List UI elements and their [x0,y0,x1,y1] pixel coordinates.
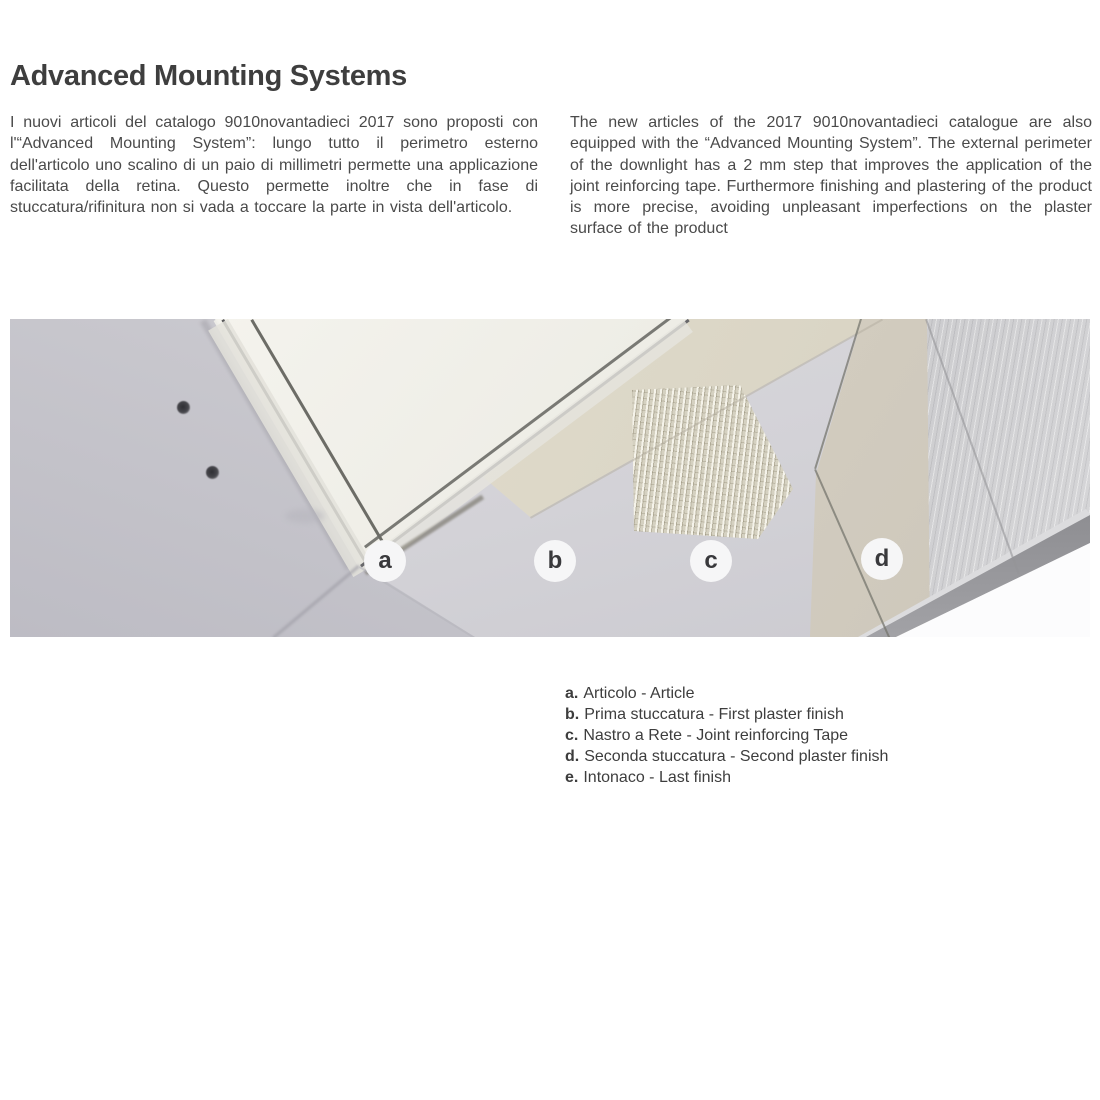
legend-text: Intonaco - Last finish [583,769,731,786]
figure-label-c: c [690,540,732,582]
legend-item-d [565,746,888,767]
legend-key: b. [565,706,580,723]
legend-text: Seconda stuccatura - Second plaster finish [584,748,889,765]
screw-hole-dot [177,401,190,414]
legend-item-e [565,767,888,788]
legend-item-c [565,725,888,746]
figure-label-b: b [534,540,576,582]
figure-legend [565,683,888,788]
figure-label-a: a [364,540,406,582]
figure-label-d: d [861,538,903,580]
legend-text: Nastro a Rete - Joint reinforcing Tape [583,727,849,744]
intro-paragraph-italian: I nuovi articoli del catalogo 9010novantadieci 2017 sono proposti con l'“Advanced Mounting System”: lungo tutto il perimetro esterno dell'articolo uno scalino di un paio di millimetri permette una applicazione facilitata della retina. Questo permette inoltre che in fase di stuccatura/rifinitura non si vada a toccare la parte in vista dell'articolo. [10,114,538,217]
legend-item-a [565,683,888,704]
legend-text: Prima stuccatura - First plaster finish [584,706,844,723]
legend-item-b [565,704,888,725]
legend-key: d. [565,748,580,765]
legend-text: Articolo - Article [583,685,695,702]
legend-key: a. [565,685,579,702]
legend-key: e. [565,769,579,786]
intro-paragraph-english: The new articles of the 2017 9010novantadieci catalogue are also equipped with the “Advanced Mounting System”. The external perimeter of the downlight has a 2 mm step that improves the application of the joint reinforcing tape. Furthermore finishing and plastering of the product is more precise, avoiding unpleasant imperfections on the plaster surface of the product [570,114,1092,238]
mounting-system-photo [10,319,1090,637]
screw-hole-dot [206,466,219,479]
legend-key: c. [565,727,579,744]
page-title: Advanced Mounting Systems [10,60,407,92]
plaster-smudge [285,509,325,523]
